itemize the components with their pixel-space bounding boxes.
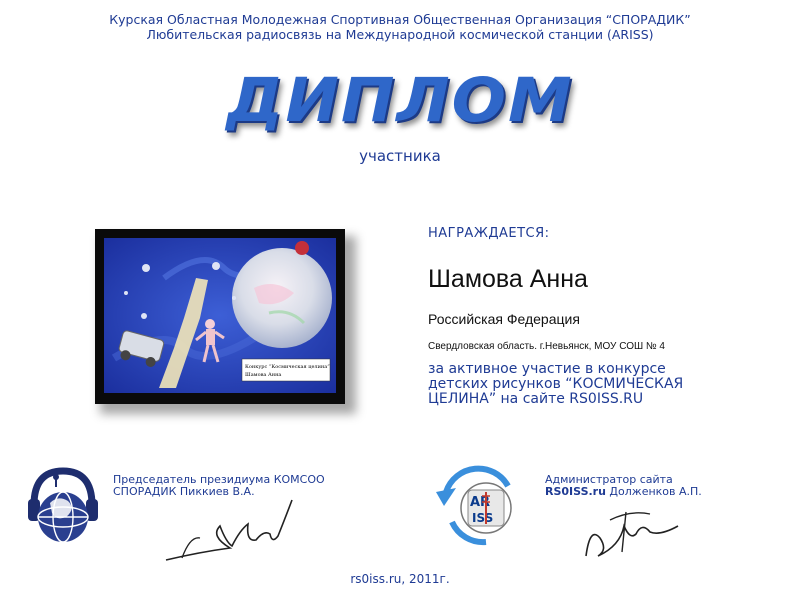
recipient-school: Свердловская область. г.Невьянск, МОУ СОШ № 4 bbox=[428, 341, 665, 352]
diploma-subtitle: участника bbox=[359, 147, 441, 165]
chairman-signature bbox=[160, 496, 310, 568]
recipient-name: Шамова Анна bbox=[428, 265, 588, 293]
drawing-caption-author: Шамова Анна bbox=[245, 372, 282, 378]
organization-name: Курская Областная Молодежная Спортивная Общественная Организация “СПОРАДИК” bbox=[109, 12, 691, 27]
admin-site: RS0ISS.ru bbox=[545, 485, 606, 498]
drawing-caption-title: Конкурс “Космическая целина” bbox=[245, 364, 330, 370]
ariss-logo bbox=[430, 462, 526, 546]
admin-name-text: Долженков А.П. bbox=[605, 485, 702, 498]
ariss-logo-bottom: ISS bbox=[472, 511, 494, 525]
diploma-title: ДИПЛОМ bbox=[226, 65, 574, 137]
recipient-country: Российская Федерация bbox=[428, 311, 580, 327]
award-reason-line: за активное участие в конкурсе bbox=[428, 361, 666, 377]
footer-text: rs0iss.ru, 2011г. bbox=[350, 572, 450, 586]
admin-signature bbox=[580, 496, 690, 566]
ariss-logo-top: AR bbox=[470, 495, 491, 510]
admin-title: Администратор сайта bbox=[545, 473, 673, 486]
award-reason-line: детских рисунков “КОСМИЧЕСКАЯ bbox=[428, 376, 684, 392]
chairman-name: СПОРАДИК Пиккиев В.А. bbox=[113, 485, 255, 498]
sporadik-logo bbox=[26, 465, 100, 549]
award-reason bbox=[428, 362, 768, 407]
childrens-drawing bbox=[104, 238, 336, 393]
organization-subtitle: Любительская радиосвязь на Международной космической станции (ARISS) bbox=[146, 27, 654, 42]
chairman-title: Председатель президиума КОМСОО bbox=[113, 473, 325, 486]
awarded-label: НАГРАЖДАЕТСЯ: bbox=[428, 226, 550, 241]
award-reason-line: ЦЕЛИНА” на сайте RS0ISS.RU bbox=[428, 391, 644, 407]
